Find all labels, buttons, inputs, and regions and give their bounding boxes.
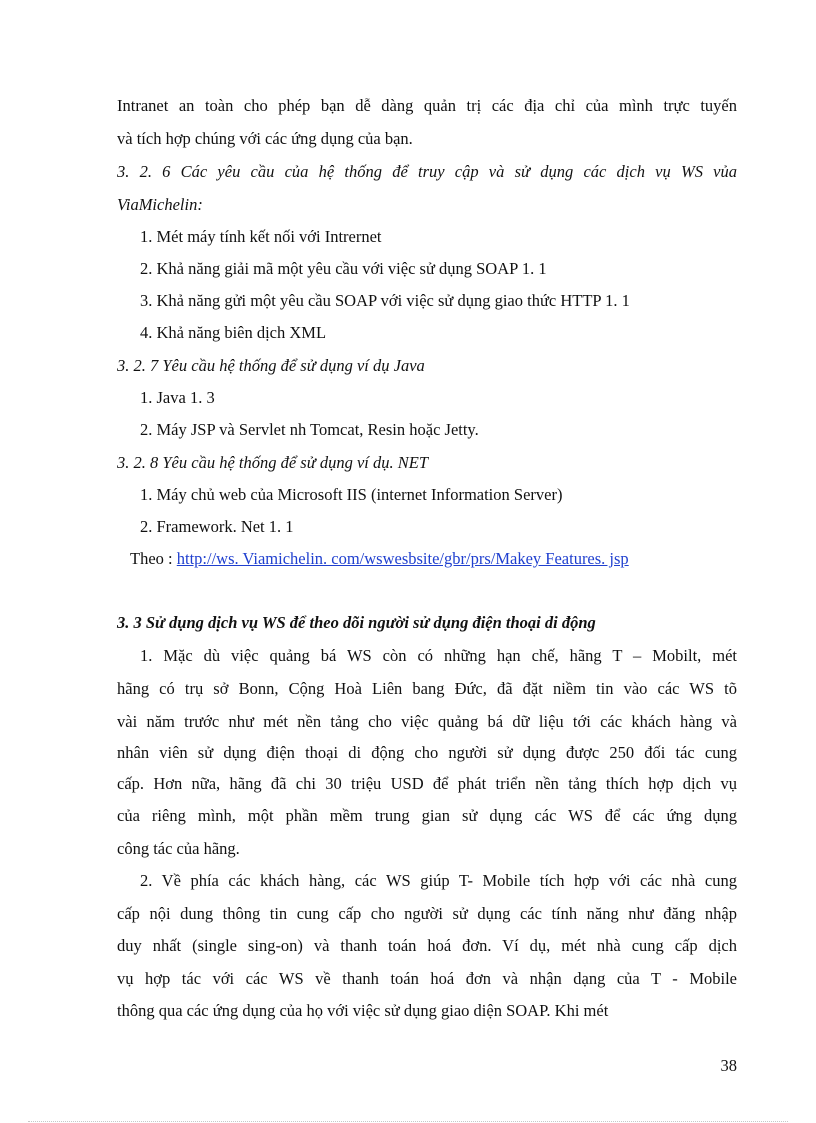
paragraph-line: Intranet an toàn cho phép bạn dễ dàng quản trị các địa chỉ của mình trực tuyến: [117, 96, 737, 115]
list-item: 1. Máy chủ web của Microsoft IIS (internet Information Server): [140, 485, 563, 504]
page-number: 38: [720, 1056, 737, 1075]
source-link[interactable]: http://ws. Viamichelin. com/wswesbsite/gbr/prs/Makey Features. jsp: [176, 549, 629, 568]
paragraph-line: thông qua các ứng dụng của họ với việc sử dụng giao diện SOAP. Khi mét: [117, 1001, 609, 1020]
list-item: 2. Máy JSP và Servlet nh Tomcat, Resin hoặc Jetty.: [140, 420, 479, 439]
section-heading-3-2-7: 3. 2. 7 Yêu cầu hệ thống để sử dụng ví dụ Java: [117, 356, 425, 375]
paragraph-line: của riêng mình, một phần mềm trung gian sử dụng các WS để các ứng dụng: [117, 806, 737, 825]
list-item: 1. Mét máy tính kết nối với Intrernet: [140, 227, 382, 246]
footer-divider: [28, 1121, 788, 1122]
list-item: 3. Khả năng gửi một yêu cầu SOAP với việc sử dụng giao thức HTTP 1. 1: [140, 291, 630, 310]
list-item: 2. Khả năng giải mã một yêu cầu với việc sử dụng SOAP 1. 1: [140, 259, 547, 278]
source-label: Theo :: [130, 549, 177, 568]
paragraph-line: cấp nội dung thông tin cung cấp cho người sử dụng các tính năng như đăng nhập: [117, 904, 737, 923]
paragraph-line: 1. Mặc dù việc quảng bá WS còn có những hạn chế, hãng T – Mobilt, mét: [140, 646, 737, 665]
paragraph-line: công tác của hãng.: [117, 839, 240, 858]
section-heading-3-3: 3. 3 Sử dụng dịch vụ WS để theo dõi người sử dụng điện thoại di động: [117, 613, 596, 632]
section-heading-3-2-8: 3. 2. 8 Yêu cầu hệ thống để sử dụng ví dụ. NET: [117, 453, 429, 472]
paragraph-line: cấp. Hơn nữa, hãng đã chi 30 triệu USD để phát triển nền tảng thích hợp dịch vụ: [117, 774, 737, 793]
section-heading-3-2-6-cont: ViaMichelin:: [117, 195, 203, 214]
paragraph-line: duy nhất (single sing-on) và thanh toán hoá đơn. Ví dụ, mét nhà cung cấp dịch: [117, 936, 737, 955]
paragraph-line: nhân viên sử dụng điện thoại di động cho người sử dụng được 250 đối tác cung: [117, 743, 737, 762]
list-item: 2. Framework. Net 1. 1: [140, 517, 294, 536]
section-heading-3-2-6: 3. 2. 6 Các yêu cầu của hệ thống để truy cập và sử dụng các dịch vụ WS vủa: [117, 162, 737, 181]
paragraph-line: vài năm trước như mét nền tảng cho việc quảng bá dữ liệu tới các khách hàng và: [117, 712, 737, 731]
paragraph-line: 2. Về phía các khách hàng, các WS giúp T- Mobile tích hợp với các nhà cung: [140, 871, 737, 890]
list-item: 1. Java 1. 3: [140, 388, 215, 407]
paragraph-line: hãng có trụ sở Bonn, Cộng Hoà Liên bang Đức, đã đặt niềm tin vào các WS tõ: [117, 679, 737, 698]
paragraph-line: và tích hợp chúng với các ứng dụng của bạn.: [117, 129, 413, 148]
source-line: [130, 549, 737, 569]
paragraph-line: vụ hợp tác với các WS về thanh toán hoá đơn và nhận dạng của T - Mobile: [117, 969, 737, 988]
list-item: 4. Khả năng biên dịch XML: [140, 323, 327, 342]
